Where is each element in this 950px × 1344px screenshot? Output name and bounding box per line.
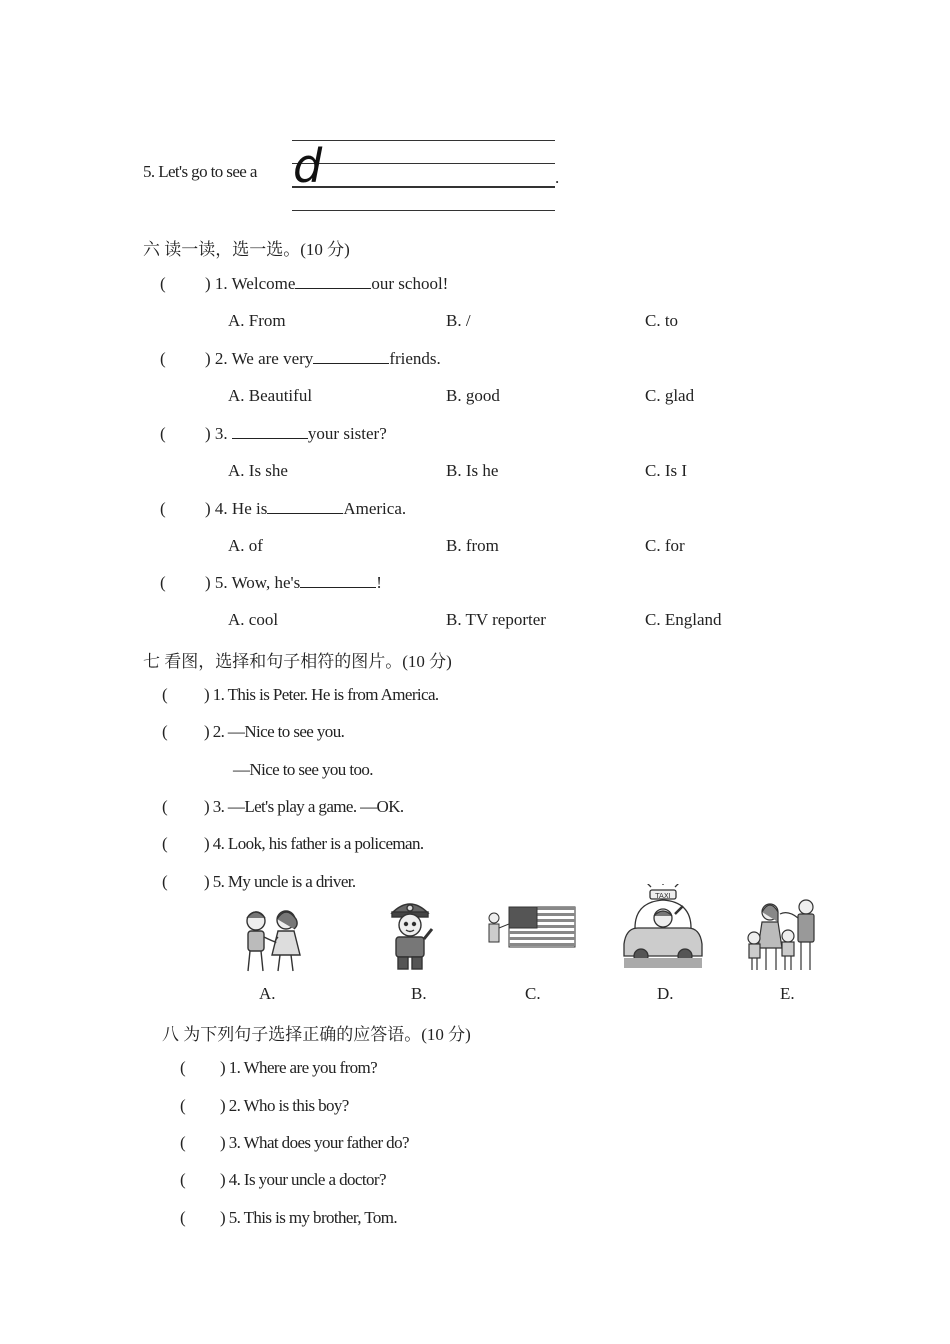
option-c: C. Is I <box>645 461 688 480</box>
handwriting-question-prompt: 5. Let's go to see a <box>143 162 257 181</box>
picture-label-e: E. <box>780 984 795 1003</box>
section-7-title: 七 看图，选择和句子相符的图片。(10 分) <box>143 652 452 671</box>
answer-paren-open: ( <box>162 685 168 704</box>
section-6-title: 六 读一读，选一选。(10 分) <box>143 240 350 259</box>
policeman-picture <box>384 897 436 973</box>
question-text: ) 3. your sister? <box>205 424 387 443</box>
picture-label-c: C. <box>525 984 541 1003</box>
answer-paren-open: ( <box>160 274 166 293</box>
handwriting-guide-lines <box>292 140 555 212</box>
section-8-item-2: ) 2. Who is this boy? <box>220 1096 349 1115</box>
option-b: B. / <box>446 311 471 330</box>
answer-paren-open: ( <box>180 1208 186 1227</box>
question-text: ) 2. We are very friends. <box>205 349 441 368</box>
taxi-driver-picture <box>621 884 705 970</box>
section-7-item-1: ) 1. This is Peter. He is from America. <box>204 685 439 704</box>
section-7-item-2-reply: —Nice to see you too. <box>233 760 373 779</box>
answer-paren-open: ( <box>162 797 168 816</box>
option-a: A. cool <box>228 610 279 629</box>
option-b: B. Is he <box>446 461 499 480</box>
picture-label-b: B. <box>411 984 427 1003</box>
option-c: C. England <box>645 610 722 629</box>
answer-paren-open: ( <box>180 1170 186 1189</box>
section-8-title: 八 为下列句子选择正确的应答语。(10 分) <box>162 1025 471 1044</box>
option-b: B. good <box>446 386 500 405</box>
answer-paren-open: ( <box>160 424 166 443</box>
option-a: A. of <box>228 536 263 555</box>
taxi-sign-text: TAXI <box>655 892 671 900</box>
question-text: ) 4. He is America. <box>205 499 407 518</box>
handwriting-period: . <box>555 168 560 187</box>
answer-paren-open: ( <box>162 872 168 891</box>
picture-label-a: A. <box>259 984 276 1003</box>
question-text: ) 1. Welcome our school! <box>205 274 449 293</box>
answer-paren-open: ( <box>180 1133 186 1152</box>
answer-paren-open: ( <box>162 722 168 741</box>
section-7-item-5: ) 5. My uncle is a driver. <box>204 872 356 891</box>
option-c: C. glad <box>645 386 695 405</box>
section-8-item-3: ) 3. What does your father do? <box>220 1133 409 1152</box>
answer-paren-open: ( <box>160 349 166 368</box>
question-text: ) 5. Wow, he's ! <box>205 573 382 592</box>
children-greeting-picture <box>234 905 310 975</box>
option-a: A. Is she <box>228 461 288 480</box>
option-a: A. Beautiful <box>228 386 313 405</box>
answer-paren-open: ( <box>180 1096 186 1115</box>
option-c: C. to <box>645 311 679 330</box>
section-7-item-3: ) 3. —Let's play a game. —OK. <box>204 797 404 816</box>
option-b: B. from <box>446 536 499 555</box>
handwritten-letter: d <box>293 139 323 193</box>
option-b: B. TV reporter <box>446 610 546 629</box>
answer-paren-open: ( <box>180 1058 186 1077</box>
section-7-item-2: ) 2. —Nice to see you. <box>204 722 345 741</box>
family-picture <box>744 898 820 974</box>
option-a: A. From <box>228 311 286 330</box>
answer-paren-open: ( <box>162 834 168 853</box>
section-7-item-4: ) 4. Look, his father is a policeman. <box>204 834 424 853</box>
section-8-item-5: ) 5. This is my brother, Tom. <box>220 1208 398 1227</box>
section-8-item-1: ) 1. Where are you from? <box>220 1058 378 1077</box>
picture-label-d: D. <box>657 984 674 1003</box>
american-flag-picture <box>484 904 578 950</box>
section-8-item-4: ) 4. Is your uncle a doctor? <box>220 1170 386 1189</box>
answer-paren-open: ( <box>160 499 166 518</box>
option-c: C. for <box>645 536 685 555</box>
answer-paren-open: ( <box>160 573 166 592</box>
